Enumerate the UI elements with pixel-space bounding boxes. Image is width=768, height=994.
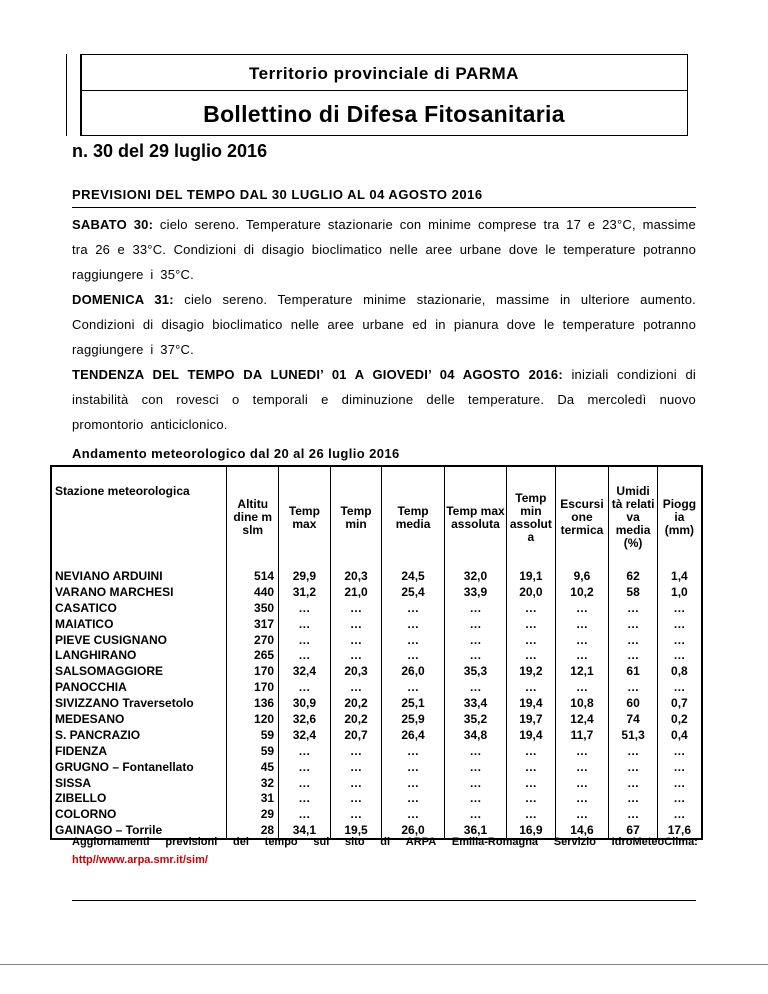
table-row xyxy=(51,743,702,759)
table-cell: 51,3 xyxy=(609,727,657,743)
table-cell: 0,7 xyxy=(657,695,702,711)
table-cell: 21,0 xyxy=(330,584,382,600)
table-cell: … xyxy=(279,790,331,806)
table-cell: … xyxy=(609,743,657,759)
forecast-trend xyxy=(72,362,696,437)
table-cell: … xyxy=(382,775,444,791)
station-name: MAIATICO xyxy=(55,616,114,631)
table-cell: … xyxy=(444,679,506,695)
table-cell: … xyxy=(330,679,382,695)
table-cell: … xyxy=(555,743,609,759)
table-cell: … xyxy=(382,743,444,759)
table-row xyxy=(51,568,702,584)
table-cell: 58 xyxy=(609,584,657,600)
station-name: PIEVE CUSIGNANO xyxy=(55,632,168,647)
column-header: Altitu dine m slm xyxy=(227,466,279,568)
footer-word: ARPA xyxy=(405,836,437,848)
footer xyxy=(72,836,698,866)
table-cell: … xyxy=(279,743,331,759)
table-cell: … xyxy=(382,647,444,663)
section-divider xyxy=(72,207,696,208)
weather-table-header xyxy=(51,466,702,568)
station-name: FIDENZA xyxy=(55,743,107,758)
table-cell: 61 xyxy=(609,663,657,679)
table-cell: … xyxy=(507,616,555,632)
table-cell: 10,8 xyxy=(555,695,609,711)
table-cell: 350 xyxy=(227,600,279,616)
arpa-link[interactable]: http//www.arpa.smr.it/sim/ xyxy=(72,854,208,866)
table-cell: … xyxy=(555,775,609,791)
table-cell: … xyxy=(555,632,609,648)
weather-table xyxy=(50,465,703,840)
footer-word: tempo xyxy=(264,836,298,848)
table-cell: 20,3 xyxy=(330,663,382,679)
table-cell: … xyxy=(330,806,382,822)
table-cell: 62 xyxy=(609,568,657,584)
weather-table-body xyxy=(51,568,702,839)
table-cell: 24,5 xyxy=(382,568,444,584)
table-cell: … xyxy=(609,775,657,791)
table-cell: 170 xyxy=(227,679,279,695)
station-name: SISSA xyxy=(55,775,92,790)
table-cell: … xyxy=(609,647,657,663)
table-cell: 19,4 xyxy=(507,727,555,743)
bulletin-title: Bollettino di Difesa Fitosanitaria xyxy=(80,90,688,136)
table-cell: … xyxy=(657,647,702,663)
column-header: Temp max xyxy=(279,466,331,568)
table-cell: … xyxy=(507,647,555,663)
table-cell: … xyxy=(330,632,382,648)
table-cell: 20,2 xyxy=(330,695,382,711)
table-cell: 25,4 xyxy=(382,584,444,600)
table-cell: 317 xyxy=(227,616,279,632)
table-cell: 265 xyxy=(227,647,279,663)
table-cell: … xyxy=(555,679,609,695)
column-header: Temp min assolut a xyxy=(507,466,555,568)
table-cell: 26,0 xyxy=(382,822,444,839)
table-cell: 19,5 xyxy=(330,822,382,839)
table-cell: … xyxy=(555,616,609,632)
table-cell: 20,7 xyxy=(330,727,382,743)
table-cell: 34,8 xyxy=(444,727,506,743)
table-cell: 32,6 xyxy=(279,711,331,727)
footer-word: di xyxy=(380,836,391,848)
table-cell: … xyxy=(444,806,506,822)
territory-title: Territorio provinciale di PARMA xyxy=(80,54,688,91)
table-cell: 31 xyxy=(227,790,279,806)
table-cell: … xyxy=(657,632,702,648)
table-cell: 12,1 xyxy=(555,663,609,679)
station-name: GRUGNO – Fontanellato xyxy=(55,759,194,774)
table-cell: … xyxy=(507,632,555,648)
table-cell: … xyxy=(444,759,506,775)
table-cell: … xyxy=(382,632,444,648)
table-cell: 26,0 xyxy=(382,663,444,679)
table-cell: … xyxy=(330,647,382,663)
column-header: Umidi tà relati va media (%) xyxy=(609,466,657,568)
table-row xyxy=(51,663,702,679)
table-cell: 31,2 xyxy=(279,584,331,600)
weather-table-title: Andamento meteorologico dal 20 al 26 luglio 2016 xyxy=(72,446,400,461)
table-row xyxy=(51,632,702,648)
table-cell: … xyxy=(507,790,555,806)
table-row xyxy=(51,695,702,711)
table-cell: … xyxy=(657,775,702,791)
table-cell: 19,2 xyxy=(507,663,555,679)
table-row xyxy=(51,647,702,663)
footer-word: Aggiornamenti xyxy=(72,836,150,848)
footer-word: Emilia-Romagna xyxy=(451,836,539,848)
table-cell: 136 xyxy=(227,695,279,711)
table-cell: … xyxy=(279,679,331,695)
table-cell: … xyxy=(507,743,555,759)
table-cell: … xyxy=(279,775,331,791)
table-cell: 9,6 xyxy=(555,568,609,584)
table-cell: 440 xyxy=(227,584,279,600)
forecast-sunday xyxy=(72,287,696,362)
issue-number: n. 30 del 29 luglio 2016 xyxy=(72,141,268,161)
column-header: Stazione meteorologica xyxy=(55,484,190,498)
forecast-saturday-text: cielo sereno. Temperature stazionarie con minime comprese tra 17 e 23°C, massime tra 26 e 33°C. Condizioni di disagio bioclimatico nelle aree urbane dove le temperature potranno raggiungere i 35°C. xyxy=(72,217,696,282)
station-name: LANGHIRANO xyxy=(55,648,137,663)
column-header: Escursi one termica xyxy=(555,466,609,568)
table-cell: 11,7 xyxy=(555,727,609,743)
station-name: PANOCCHIA xyxy=(55,680,127,695)
forecast-sunday-label: DOMENICA 31: xyxy=(72,292,174,307)
table-cell: 33,9 xyxy=(444,584,506,600)
table-cell: 514 xyxy=(227,568,279,584)
table-cell: 60 xyxy=(609,695,657,711)
table-cell: 1,4 xyxy=(657,568,702,584)
table-cell: … xyxy=(444,632,506,648)
table-cell: 74 xyxy=(609,711,657,727)
footer-word: IdroMeteoClima: xyxy=(611,836,698,848)
table-cell: … xyxy=(555,600,609,616)
footer-update-note xyxy=(72,836,698,848)
bottom-divider xyxy=(72,900,696,901)
table-cell: … xyxy=(609,806,657,822)
table-cell: … xyxy=(609,790,657,806)
table-cell: 270 xyxy=(227,632,279,648)
column-header: Temp media xyxy=(382,466,444,568)
table-cell: 26,4 xyxy=(382,727,444,743)
table-cell: … xyxy=(609,759,657,775)
forecast-saturday-label: SABATO 30: xyxy=(72,217,154,232)
table-cell: … xyxy=(330,743,382,759)
table-row xyxy=(51,727,702,743)
station-name: GAINAGO – Torrile xyxy=(55,823,163,838)
table-cell: … xyxy=(657,743,702,759)
footer-word: sul xyxy=(313,836,330,848)
column-header: Temp min xyxy=(330,466,382,568)
table-cell: 30,9 xyxy=(279,695,331,711)
table-cell: 59 xyxy=(227,727,279,743)
table-cell: 120 xyxy=(227,711,279,727)
station-name: CASATICO xyxy=(55,600,117,615)
table-row xyxy=(51,711,702,727)
table-cell: 12,4 xyxy=(555,711,609,727)
station-name: NEVIANO ARDUINI xyxy=(55,568,163,583)
table-cell: … xyxy=(657,806,702,822)
table-cell: 67 xyxy=(609,822,657,839)
table-cell: … xyxy=(330,600,382,616)
forecast-trend-label: TENDENZA DEL TEMPO DA LUNEDI’ 01 A GIOVEDI’ 04 AGOSTO 2016: xyxy=(72,367,563,382)
table-cell: 32,0 xyxy=(444,568,506,584)
table-cell: 36,1 xyxy=(444,822,506,839)
table-row xyxy=(51,679,702,695)
table-cell: 25,9 xyxy=(382,711,444,727)
table-cell: … xyxy=(382,790,444,806)
station-name: SALSOMAGGIORE xyxy=(55,664,164,679)
table-cell: 170 xyxy=(227,663,279,679)
table-cell: … xyxy=(507,679,555,695)
table-cell: 34,1 xyxy=(279,822,331,839)
table-cell: … xyxy=(444,743,506,759)
station-name: MEDESANO xyxy=(55,711,125,726)
table-cell: … xyxy=(609,600,657,616)
table-cell: … xyxy=(555,647,609,663)
table-cell: … xyxy=(382,806,444,822)
table-cell: 20,0 xyxy=(507,584,555,600)
table-cell: … xyxy=(330,790,382,806)
table-cell: … xyxy=(507,775,555,791)
table-cell: 0,8 xyxy=(657,663,702,679)
table-cell: 0,4 xyxy=(657,727,702,743)
station-name: COLORNO xyxy=(55,807,117,822)
forecast-trend-text: iniziali condizioni di instabilità con rovesci o temporali e diminuzione delle temperature. Da mercoledì nuovo promontorio anticiclonico. xyxy=(72,367,696,432)
table-cell: 29 xyxy=(227,806,279,822)
table-cell: … xyxy=(444,647,506,663)
table-cell: … xyxy=(555,790,609,806)
table-cell: … xyxy=(279,806,331,822)
forecast-title: PREVISIONI DEL TEMPO DAL 30 LUGLIO AL 04 AGOSTO 2016 xyxy=(72,187,483,202)
table-cell: … xyxy=(279,632,331,648)
table-cell: … xyxy=(657,679,702,695)
table-row xyxy=(51,806,702,822)
table-cell: 0,2 xyxy=(657,711,702,727)
table-cell: 19,4 xyxy=(507,695,555,711)
table-cell: … xyxy=(555,759,609,775)
table-cell: … xyxy=(657,600,702,616)
footer-word: del xyxy=(233,836,249,848)
table-cell: 35,3 xyxy=(444,663,506,679)
table-cell: … xyxy=(279,600,331,616)
table-cell: … xyxy=(609,616,657,632)
table-cell: … xyxy=(657,616,702,632)
table-cell: 35,2 xyxy=(444,711,506,727)
table-cell: … xyxy=(382,759,444,775)
table-cell: … xyxy=(330,775,382,791)
table-cell: 32,4 xyxy=(279,663,331,679)
table-cell: 17,6 xyxy=(657,822,702,839)
table-cell: … xyxy=(609,679,657,695)
table-cell: … xyxy=(444,600,506,616)
footer-word: sito xyxy=(345,836,365,848)
table-row xyxy=(51,584,702,600)
table-cell: … xyxy=(444,616,506,632)
table-row xyxy=(51,759,702,775)
table-cell: 25,1 xyxy=(382,695,444,711)
station-name: ZIBELLO xyxy=(55,791,107,806)
table-cell: 14,6 xyxy=(555,822,609,839)
table-row xyxy=(51,775,702,791)
footer-word: Servizio xyxy=(553,836,596,848)
table-cell: … xyxy=(444,790,506,806)
station-name: SIVIZZANO Traversetolo xyxy=(55,696,194,711)
table-cell: 19,1 xyxy=(507,568,555,584)
table-cell: 10,2 xyxy=(555,584,609,600)
table-cell: … xyxy=(507,759,555,775)
forecast-sunday-text: cielo sereno. Temperature minime stazionarie, massime in ulteriore aumento. Condizioni di disagio bioclimatico nelle aree urbane ed in pianura dove le temperature potranno raggiungere i 37°C. xyxy=(72,292,696,357)
table-cell: … xyxy=(382,600,444,616)
table-cell: … xyxy=(330,616,382,632)
table-cell: 20,2 xyxy=(330,711,382,727)
table-cell: 28 xyxy=(227,822,279,839)
table-cell: … xyxy=(657,790,702,806)
station-name: S. PANCRAZIO xyxy=(55,727,141,742)
table-cell: … xyxy=(279,647,331,663)
column-header: Piogg ia (mm) xyxy=(657,466,702,568)
table-row xyxy=(51,600,702,616)
table-cell: … xyxy=(609,632,657,648)
table-cell: … xyxy=(507,600,555,616)
table-cell: 19,7 xyxy=(507,711,555,727)
table-cell: 45 xyxy=(227,759,279,775)
table-cell: 32 xyxy=(227,775,279,791)
table-cell: … xyxy=(555,806,609,822)
table-cell: … xyxy=(507,806,555,822)
table-cell: 33,4 xyxy=(444,695,506,711)
table-cell: … xyxy=(657,759,702,775)
table-cell: … xyxy=(330,759,382,775)
table-cell: … xyxy=(382,616,444,632)
table-row xyxy=(51,616,702,632)
table-cell: … xyxy=(279,759,331,775)
table-row xyxy=(51,790,702,806)
table-cell: 16,9 xyxy=(507,822,555,839)
forecast-saturday xyxy=(72,212,696,287)
table-cell: … xyxy=(382,679,444,695)
column-header: Temp max assoluta xyxy=(444,466,506,568)
station-name: VARANO MARCHESI xyxy=(55,584,174,599)
table-cell: 59 xyxy=(227,743,279,759)
table-cell: … xyxy=(444,775,506,791)
table-cell: 32,4 xyxy=(279,727,331,743)
page-edge xyxy=(0,964,768,965)
footer-word: previsioni xyxy=(165,836,218,848)
table-cell: 1,0 xyxy=(657,584,702,600)
table-cell: … xyxy=(279,616,331,632)
table-cell: 29,9 xyxy=(279,568,331,584)
table-cell: 20,3 xyxy=(330,568,382,584)
